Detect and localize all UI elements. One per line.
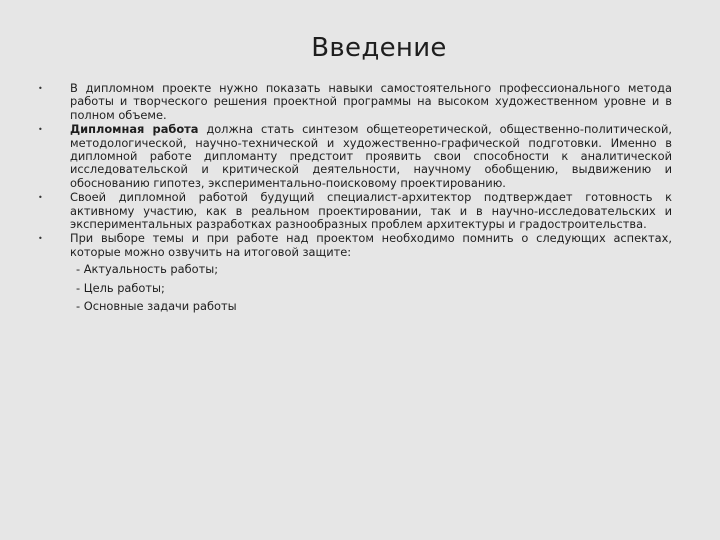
bullet-1-text: В дипломном проекте нужно показать навыки самостоятельного профессионального метода работы и творческого решения проектной программы на высоком художественном уровне и в полном объеме. (70, 81, 672, 122)
bullet-item-2 (70, 123, 672, 190)
bullet-2-lead-bold: Дипломная работа (70, 122, 199, 137)
bullet-3-text: Своей дипломной работой будущий специалист-архитектор подтверждает готовность к активному участию, как в реальном проектировании, так и в научно-исследовательских и экспериментальных разработках разнообразных проблем архитектуры и градостроительства. (70, 190, 672, 232)
bullet-2-text: должна стать синтезом общетеоретической, общественно-политической, методологической, научно-технической и художественно-графической подготовки. Именно в дипломной работе дипломанту предстоит проявить свои способности к аналитической исследовательской и критической деятельности, научному обобщению, выдвижению и обоснованию гипотез, экспериментально-поисковому проектированию. (70, 122, 672, 190)
sub-item-tasks: - Основные задачи работы (76, 299, 237, 314)
sub-item-relevance: - Актуальность работы; (76, 262, 219, 277)
bullet-list (70, 82, 672, 319)
aspects-sub-list (76, 263, 672, 313)
sub-item-goal: - Цель работы; (76, 280, 165, 295)
bullet-item-4 (70, 232, 672, 313)
bullet-item-1 (70, 82, 672, 122)
bullet-item-3 (70, 191, 672, 231)
slide-title: Введение (311, 33, 447, 63)
bullet-4-text: При выборе темы и при работе над проектом необходимо помнить о следующих аспектах, которые можно озвучить на итоговой защите: (70, 231, 672, 259)
